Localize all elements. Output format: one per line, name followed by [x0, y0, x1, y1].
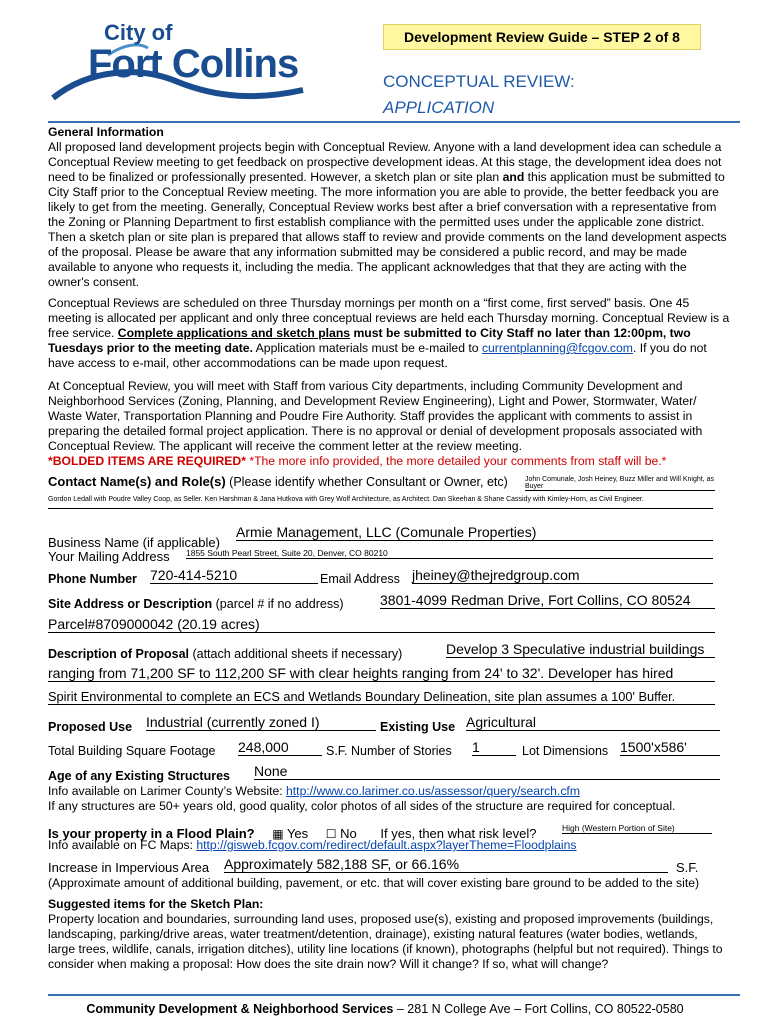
p2-bold: must be submitted to City Staff no later than 12:00pm, two Tuesdays prior to the meeting date.: [48, 326, 691, 355]
site-hint: (parcel # if no address): [212, 597, 344, 611]
p1-text-b: this application must be submitted to City Staff prior to the Conceptual Review meeting. The more information you are able to provide, the better feedback you are likely to get from the meeting. Generally, Conceptual Review works best after a brief conversation with a representative from the Zoning or Planning Department to first establish compliance with the permitted uses under the applicable zone district. Then a sketch plan or site plan is prepared that allows staff to review and provide comments on the land development aspects of the proposal. Please be aware that any information submitted may be considered a public record, and may be made available to anyone who requests it, including the media. The applicant acknowledges that that they are acting with the owner's consent.: [48, 170, 727, 289]
page-title-line1: CONCEPTUAL REVIEW:: [383, 72, 575, 91]
flood-yes-label: Yes: [286, 826, 309, 841]
p2-underlined: Complete applications and sketch plans: [117, 326, 351, 340]
larimer-text: Info available on Larimer County’s Website:: [48, 784, 287, 798]
proposed-field[interactable]: Industrial (currently zoned I): [146, 714, 376, 731]
impervious-note: (Approximate amount of additional building, pavement, or etc. that will cover existing bare ground to be added to the site): [48, 876, 700, 890]
mailing-label: Your Mailing Address: [48, 549, 170, 564]
fc-maps-link[interactable]: http://gisweb.fcgov.com/redirect/default.aspx?layerTheme=Floodplains: [196, 838, 577, 852]
larimer-link[interactable]: http://www.co.larimer.co.us/assessor/query/search.cfm: [286, 784, 580, 798]
proposed-label: Proposed Use: [48, 720, 133, 734]
footer-bold: Community Development & Neighborhood Services: [86, 1002, 394, 1016]
general-info-section: [48, 125, 730, 469]
p1-and: and: [502, 170, 525, 184]
footer-rest: – 281 N College Ave – Fort Collins, CO 80522-0580: [393, 1002, 684, 1016]
site-field[interactable]: 3801-4099 Redman Drive, Fort Collins, CO 80524: [380, 592, 715, 609]
logo-line2: Fort Collins: [88, 42, 299, 86]
lot-label: Lot Dimensions: [522, 744, 609, 758]
sqft-label: Total Building Square Footage: [48, 744, 216, 758]
desc-label-row: [48, 647, 402, 661]
contact-hint: (Please identify whether Consultant or Owner, etc): [225, 475, 508, 489]
flood-risk-field[interactable]: High (Western Portion of Site): [562, 823, 712, 834]
contact-label: Contact Name(s) and Role(s): [48, 474, 226, 489]
lot-field[interactable]: 1500'x586': [620, 739, 720, 756]
business-label: Business Name (if applicable): [48, 535, 220, 550]
sketch-section: [48, 897, 728, 972]
flood-no-label: No: [340, 826, 357, 841]
business-field[interactable]: Armie Management, LLC (Comunale Properties): [236, 524, 713, 541]
p2-text-a: Conceptual Reviews are scheduled on three Thursday mornings per month on a “first come, first served” basis. One 45 meeting is allocated per applicant and only three conceptual reviews are held each Thursday morning. Conceptual Review is a free service.: [48, 296, 730, 340]
header-rule: [48, 121, 740, 123]
age-field[interactable]: None: [254, 763, 720, 780]
page-title-line2: APPLICATION: [383, 98, 495, 117]
email-field[interactable]: jheiney@thejredgroup.com: [412, 567, 713, 584]
flood-risk-label: If yes, then what risk level?: [380, 826, 537, 841]
larimer-info: [48, 784, 580, 799]
age-label: Age of any Existing Structures: [48, 769, 230, 783]
contact-value-2[interactable]: Gordon Ledall with Poudre Valley Coop, as Seller. Ken Harshman & Jana Hutkova with Grey Wolf Architecture, as Architect. Dan Skeehan & Shane Cassidy with Kimley-Horn, as Civil Engineer.: [48, 496, 713, 509]
flood-no-checkbox-icon[interactable]: ☐: [325, 827, 337, 841]
desc-field-1[interactable]: Develop 3 Speculative industrial buildings: [446, 641, 715, 658]
general-info-p1: [48, 140, 730, 290]
desc-field-3[interactable]: Spirit Environmental to complete an ECS and Wetlands Boundary Delineation, site plan assumes a 100' Buffer.: [48, 689, 715, 705]
parcel-field[interactable]: Parcel#8709000042 (20.19 acres): [48, 616, 715, 633]
impervious-label: Increase in Impervious Area: [48, 860, 210, 875]
general-info-p2: [48, 296, 730, 371]
required-bold: *BOLDED ITEMS ARE REQUIRED*: [48, 454, 246, 468]
p1-text-a: All proposed land development projects begin with Conceptual Review. Anyone with a land development idea can schedule a Conceptual Review meeting to get feedback on prospective development ideas. At this stage, the development idea does not need to be finalized or professionally presented. However, a sketch plan or site plan: [48, 140, 722, 184]
desc-field-2[interactable]: ranging from 71,200 SF to 112,200 SF with clear heights ranging from 24' to 32'. Developer has hired: [48, 665, 715, 682]
footer-rule: [48, 994, 740, 996]
sqft-field[interactable]: 248,000: [238, 739, 322, 756]
fc-maps-info: [48, 838, 577, 853]
step-banner: Development Review Guide – STEP 2 of 8: [383, 24, 701, 50]
sketch-text: Property location and boundaries, surrounding land uses, proposed use(s), existing and proposed improvements (buildings, landscaping, parking/drive areas, water treatment/detention, drainage), existing natural features (water bodies, wetlands, large trees, wildlife, canals, irrigation ditches), utility line locations (if known), photographs (helpful but not required). Things to consider when making a proposal: How does the site drain now? Will it change? If so, what will change?: [48, 912, 723, 971]
general-info-heading: General Information: [48, 125, 164, 139]
fc-maps-text: Info available on FC Maps:: [48, 838, 197, 852]
email-label: Email Address: [320, 572, 400, 586]
flood-label: Is your property in a Flood Plain?: [48, 826, 255, 841]
desc-hint: (attach additional sheets if necessary): [189, 647, 403, 661]
existing-field[interactable]: Agricultural: [466, 714, 720, 731]
p2-text-c: . If you do not have access to e-mail, other accommodations can be made upon request.: [48, 341, 707, 370]
phone-field[interactable]: 720-414-5210: [150, 567, 318, 584]
p2-text-b: Application materials must be e-mailed to: [252, 341, 482, 355]
impervious-unit: S.F.: [676, 860, 699, 875]
desc-label: Description of Proposal: [48, 647, 189, 661]
sketch-heading: Suggested items for the Sketch Plan:: [48, 897, 264, 911]
phone-label: Phone Number: [48, 572, 137, 586]
contact-value-1[interactable]: John Comunale, Josh Heiney, Buzz Miller and Will Knight, as Buyer: [525, 476, 714, 490]
flood-yes-checkbox-icon[interactable]: ▦: [272, 827, 284, 841]
required-note-text: *The more info provided, the more detailed your comments from staff will be.*: [245, 454, 667, 468]
site-label-row: [48, 597, 343, 611]
required-note: [48, 454, 730, 469]
logo-line1: City of: [104, 20, 173, 45]
mailing-field[interactable]: 1855 South Pearl Street, Suite 20, Denver, CO 80210: [186, 548, 713, 559]
impervious-field[interactable]: Approximately 582,188 SF, or 66.16%: [224, 856, 668, 873]
existing-label: Existing Use: [380, 720, 456, 734]
stories-label: S.F. Number of Stories: [326, 744, 452, 758]
city-logo: [48, 20, 308, 110]
stories-field[interactable]: 1: [472, 739, 516, 756]
photos-note: If any structures are 50+ years old, good quality, color photos of all sides of the structure are required for conceptual.: [48, 799, 676, 813]
general-info-p3: At Conceptual Review, you will meet with Staff from various City departments, including Community Development and Neighborhood Services (Zoning, Planning, and Development Review Engineering), Light and Power, Stormwater, Water/ Waste Water, Transportation Planning and Poudre Fire Authority. Staff provides the applicant with comments to assist in preparing the detailed formal project application. There is no approval or denial of development proposals associated with Conceptual Review. The applicant will receive the comment letter at the review meeting.: [48, 379, 703, 453]
email-link[interactable]: currentplanning@fcgov.com: [481, 341, 633, 355]
site-label: Site Address or Description: [48, 597, 213, 611]
footer: [0, 1002, 770, 1016]
